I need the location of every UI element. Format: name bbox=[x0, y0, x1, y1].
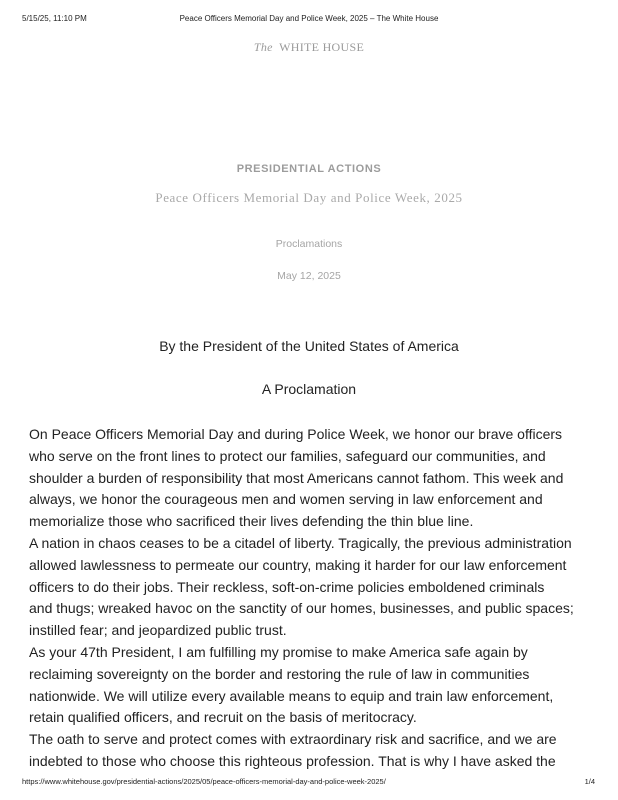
article-body bbox=[29, 424, 595, 773]
logo-prefix: The bbox=[253, 40, 273, 54]
body-line: who serve on the front lines to protect our families, safeguard our communities, and bbox=[29, 447, 546, 464]
body-line: shoulder a burden of responsibility that most Americans cannot fathom. This week and bbox=[29, 469, 564, 486]
print-url: https://www.whitehouse.gov/presidential-actions/2025/05/peace-officers-memorial-day-and-police-week-2025/ bbox=[22, 777, 386, 786]
print-header bbox=[0, 14, 618, 26]
white-house-logo[interactable] bbox=[0, 40, 618, 55]
body-line: and thugs; wreaked havoc on the sanctity of our homes, businesses, and public spaces; bbox=[29, 600, 574, 617]
body-line: nationwide. We will utilize every available means to equip and train law enforcement, bbox=[29, 687, 554, 704]
page-title: Peace Officers Memorial Day and Police Week, 2025 bbox=[155, 190, 463, 205]
body-line: As your 47th President, I am fulfilling my promise to make America safe again by bbox=[29, 643, 528, 660]
body-line: reclaiming sovereignty on the border and restoring the rule of law in communities bbox=[29, 665, 530, 682]
body-line: A nation in chaos ceases to be a citadel of liberty. Tragically, the previous administration bbox=[29, 534, 572, 551]
body-line: always, we honor the courageous men and women serving in law enforcement and bbox=[29, 491, 543, 508]
body-line: The oath to serve and protect comes with extraordinary risk and sacrifice, and we are bbox=[29, 731, 557, 748]
body-line: allowed lawlessness to permeate our country, making it harder for our law enforcement bbox=[29, 556, 567, 573]
category-link[interactable]: Proclamations bbox=[275, 238, 343, 250]
print-footer bbox=[0, 777, 618, 789]
page-number: 1/4 bbox=[584, 777, 595, 786]
body-line: officers to do their jobs. Their reckless, soft-on-crime policies emboldened criminals bbox=[29, 578, 545, 595]
body-line: retain qualified officers, and recruit on the basis of meritocracy. bbox=[29, 709, 417, 726]
body-line: indebted to those who choose this righteous profession. That is why I have asked the bbox=[29, 752, 556, 769]
body-line: memorialize those who sacrificed their lives defending the thin blue line. bbox=[29, 513, 474, 530]
print-page-title: Peace Officers Memorial Day and Police Week, 2025 – The White House bbox=[179, 14, 439, 23]
body-line: On Peace Officers Memorial Day and during Police Week, we honor our brave officers bbox=[29, 426, 563, 442]
logo-name: WHITE HOUSE bbox=[279, 40, 365, 54]
byline: By the President of the United States of America bbox=[159, 338, 459, 354]
body-line: instilled fear; and jeopardized public trust. bbox=[29, 622, 287, 639]
publish-date: May 12, 2025 bbox=[277, 270, 341, 282]
print-datetime: 5/15/25, 11:10 PM bbox=[22, 14, 87, 23]
proclamation-heading: A Proclamation bbox=[261, 381, 357, 397]
section-label[interactable]: PRESIDENTIAL ACTIONS bbox=[236, 163, 382, 175]
